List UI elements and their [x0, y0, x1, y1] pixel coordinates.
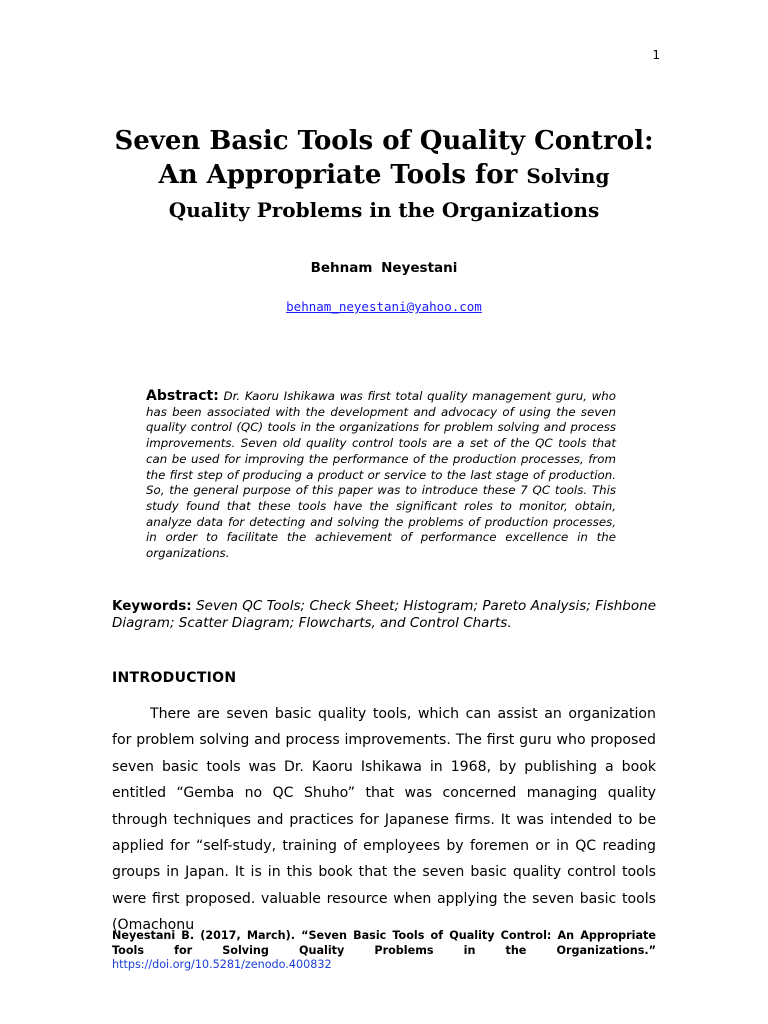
introduction-heading: INTRODUCTION	[112, 670, 237, 686]
title-line-2-main: An Appropriate Tools for	[158, 160, 527, 190]
paper-title	[80, 124, 688, 227]
title-line-1: Seven Basic Tools of Quality Control:	[114, 126, 654, 156]
citation-text: Neyestani B. (2017, March). “Seven Basic Tools of Quality Control: An Appropriate Tools for Solving Quality Problems in the Organizations.”	[112, 929, 656, 957]
title-line-2-small: Solving	[526, 164, 610, 188]
keywords	[112, 598, 656, 632]
keywords-text: Seven QC Tools; Check Sheet; Histogram; Pareto Analysis; Fishbone Diagram; Scatter Diagram; Flowcharts, and Control Charts.	[112, 598, 656, 631]
author-name: Behnam Neyestani	[310, 260, 458, 276]
email-link[interactable]: behnam_neyestani@yahoo.com	[286, 299, 482, 314]
abstract-text: Dr. Kaoru Ishikawa was first total quality management guru, who has been associated with the development and advocacy of using the seven quality control (QC) tools in the organizations for problem solving and process improvements. Seven old quality control tools are a set of the QC tools that can be used for improving the performance of the production processes, from the first step of producing a product or service to the last stage of production. So, the general purpose of this paper was to introduce these 7 QC tools. This study found that these tools have the significant roles to monitor, obtain, analyze data for detecting and solving the problems of production processes, in order to facilitate the achievement of performance excellence in the organizations.	[146, 389, 616, 561]
doi-link[interactable]: https://doi.org/10.5281/zenodo.400832	[112, 958, 332, 971]
abstract	[146, 389, 616, 562]
author-email	[0, 299, 768, 314]
keywords-label: Keywords:	[112, 598, 192, 614]
footer-citation	[112, 929, 656, 973]
title-line-2	[80, 158, 688, 193]
title-line-3: Quality Problems in the Organizations	[168, 198, 600, 222]
abstract-label: Abstract:	[146, 388, 219, 404]
page-number: 1	[652, 48, 660, 62]
introduction-paragraph: There are seven basic quality tools, which can assist an organization for problem solving and process improvements. The first guru who proposed seven basic tools was Dr. Kaoru Ishikawa in 1968, by publishing a book entitled “Gemba no QC Shuho” that was concerned managing quality through techniques and practices for Japanese firms. It was intended to be applied for “self-study, training of employees by foremen or in QC reading groups in Japan. It is in this book that the seven basic quality control tools were first proposed. valuable resource when applying the seven basic tools (Omachonu	[112, 706, 656, 934]
